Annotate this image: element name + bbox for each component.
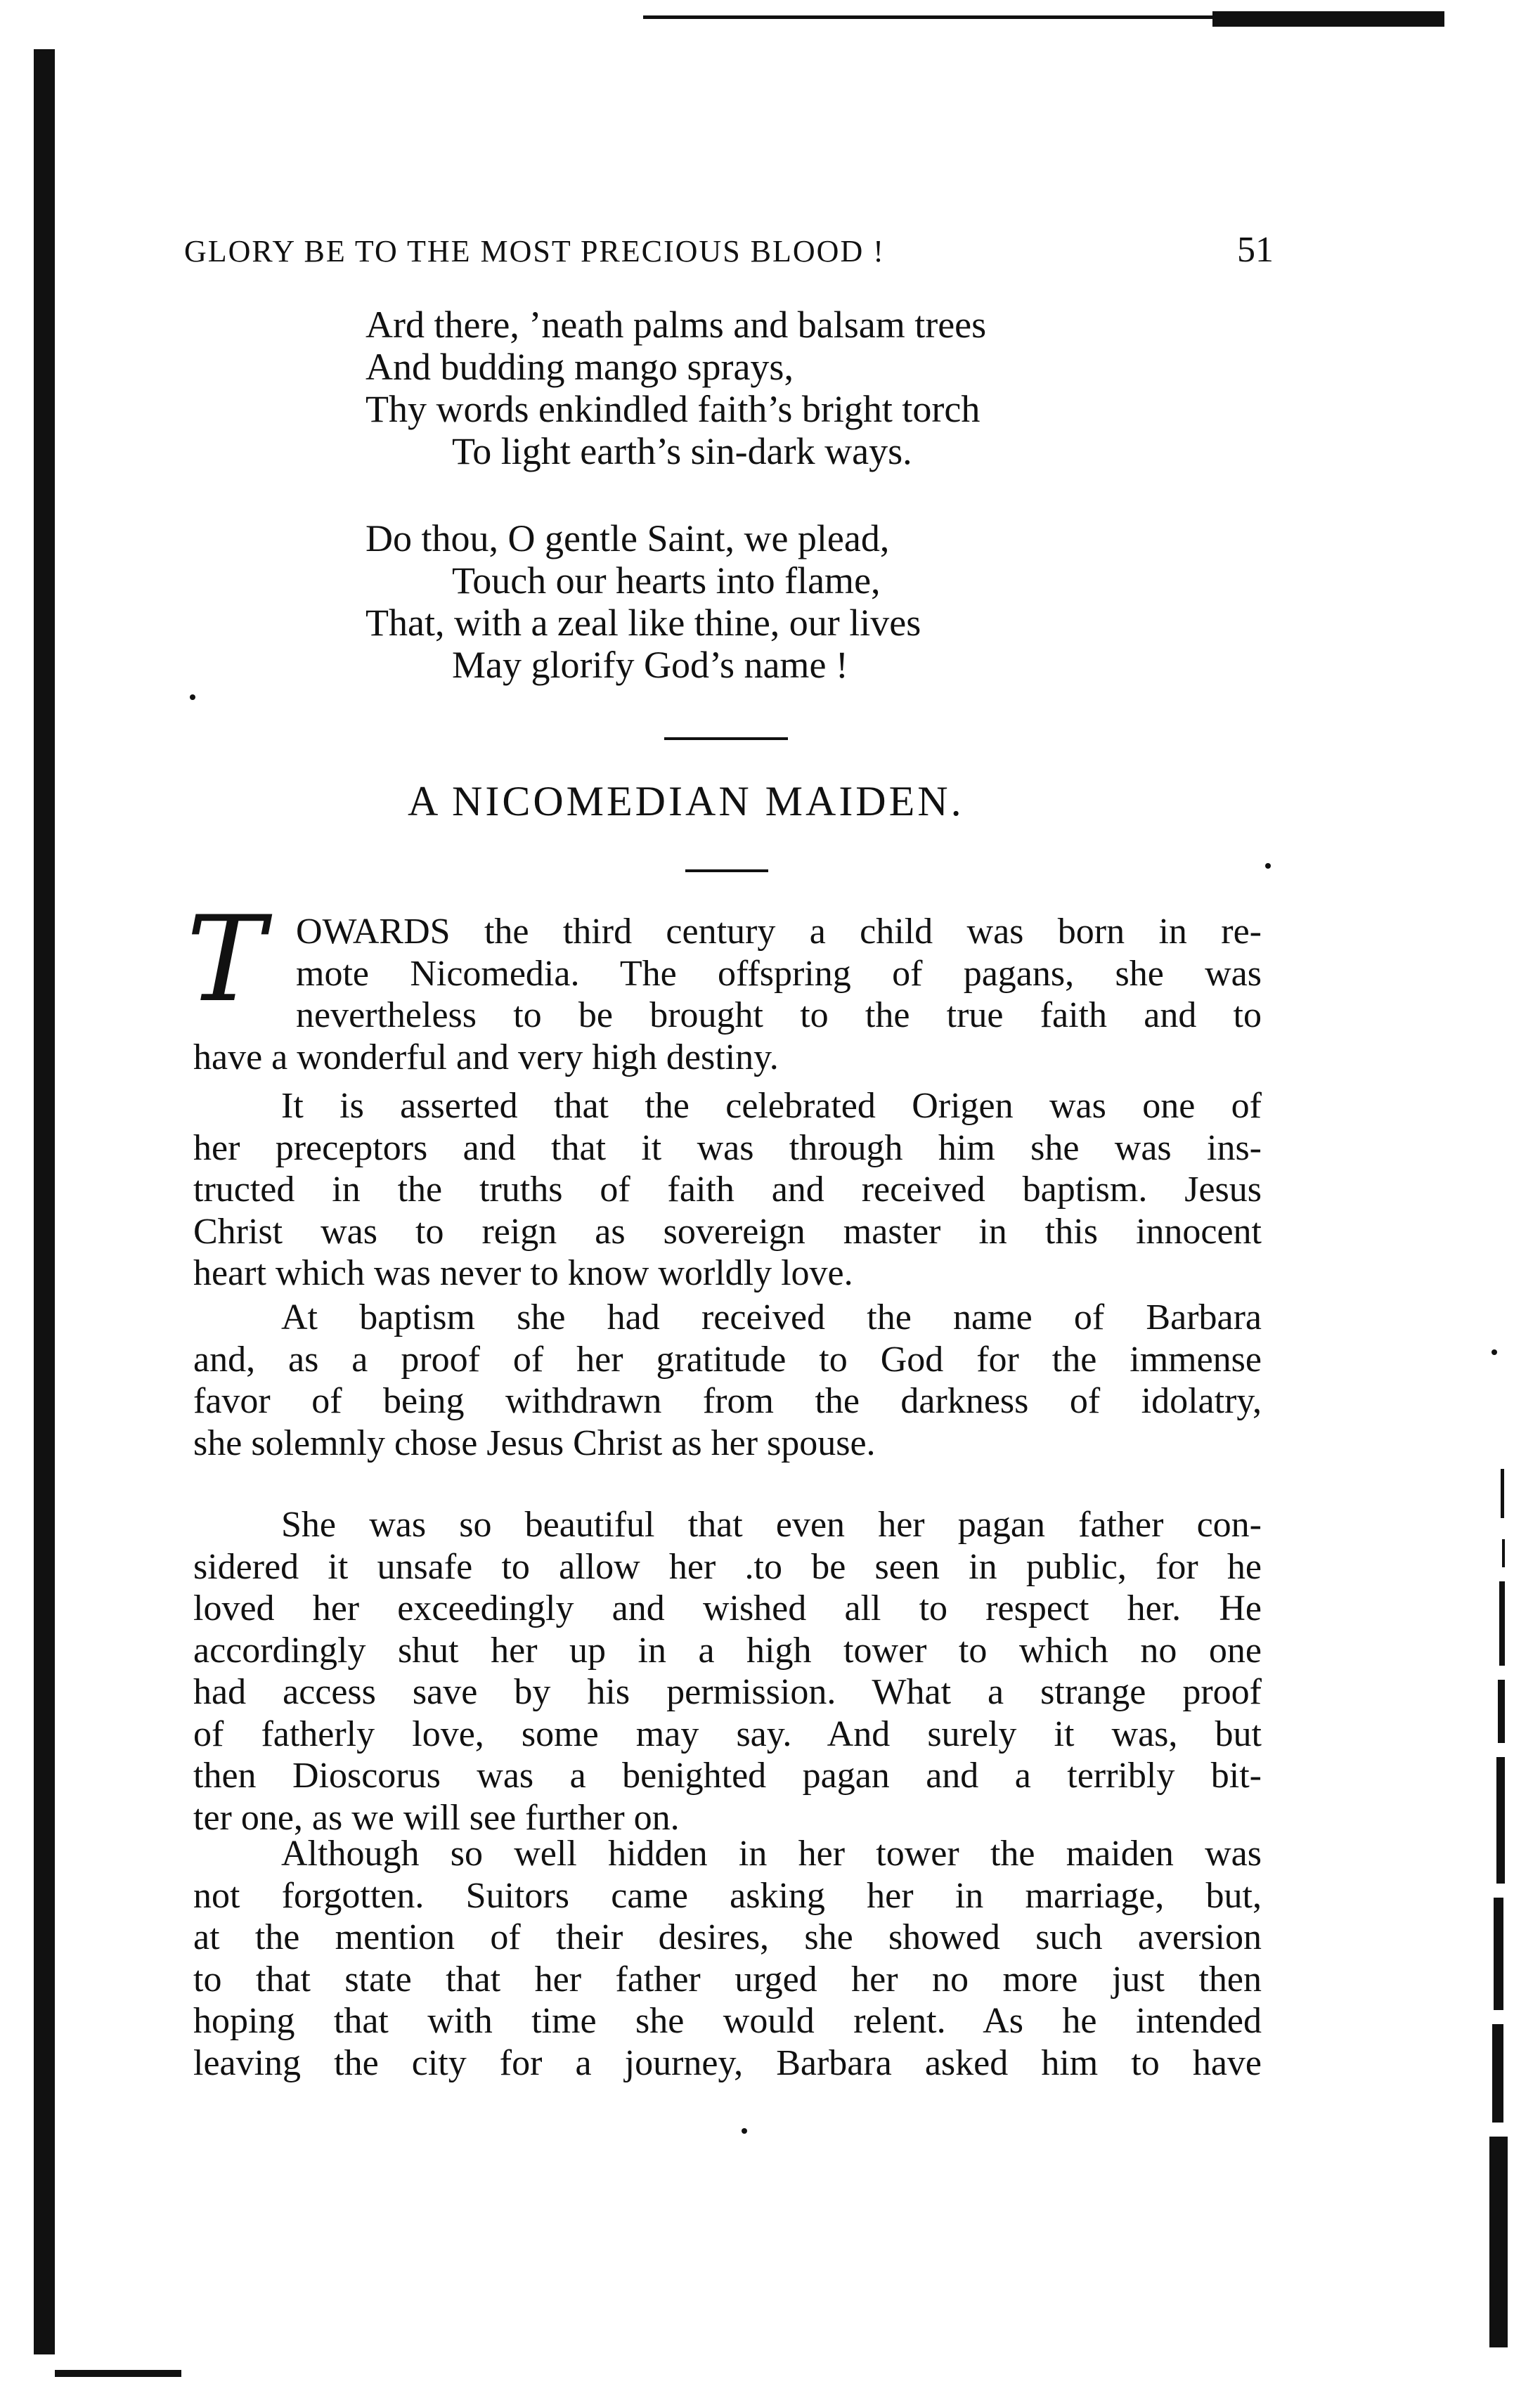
text-line: heart which was never to know worldly love. (193, 1253, 853, 1293)
text-line: favor of being withdrawn from the darkness of idolatry, (193, 1381, 1262, 1421)
scan-border-left (34, 49, 55, 2354)
section-title: A NICOMEDIAN MAIDEN. (408, 778, 964, 824)
text-line: Christ was to reign as sovereign master in this innocent (193, 1211, 1262, 1252)
scan-speck (1265, 863, 1271, 869)
text-line: her preceptors and that it was through him she was ins- (193, 1127, 1262, 1168)
text-line: mote Nicomedia. The offspring of pagans, she was (296, 953, 1262, 994)
paragraph-3 (193, 1297, 1262, 1464)
text-line: of fatherly love, some may say. And surely it was, but (193, 1713, 1262, 1754)
section-divider-top (664, 737, 788, 740)
text-line: tructed in the truths of faith and received baptism. Jesus (193, 1169, 1262, 1210)
text-line: and, as a proof of her gratitude to God for the immense (193, 1339, 1262, 1380)
poem-line: Do thou, O gentle Saint, we plead, (365, 517, 890, 559)
section-divider-bottom (685, 869, 768, 872)
poem-line: And budding mango sprays, (365, 346, 794, 388)
text-line: to that state that her father urged her no more just then (193, 1959, 1262, 2000)
poem-stanza-2 (365, 517, 1279, 686)
text-line: at the mention of their desires, she showed such aversion (193, 1917, 1262, 1957)
poem-stanza-1 (365, 304, 1279, 472)
text-line: ter one, as we will see further on. (193, 1797, 680, 1838)
drop-cap: T (186, 890, 266, 1028)
scan-noise-right-margin (1480, 1469, 1522, 2354)
poem-line: May glorify God’s name ! (452, 644, 848, 686)
text-line: It is asserted that the celebrated Origen was one of (281, 1086, 1262, 1126)
text-line: have a wonderful and very high destiny. (193, 1037, 779, 1077)
running-head (184, 230, 1274, 276)
paragraph-5 (193, 1833, 1262, 2084)
scan-speck (190, 694, 195, 700)
scan-border-top-thick (1212, 11, 1444, 27)
text-line: she solemnly chose Jesus Christ as her spouse. (193, 1423, 876, 1463)
poem-line: Thy words enkindled faith’s bright torch (365, 388, 981, 430)
text-line: sidered it unsafe to allow her .to be seen in public, for he (193, 1546, 1262, 1587)
poem-line: Touch our hearts into flame, (452, 559, 881, 602)
paragraph-4 (193, 1504, 1262, 1839)
text-line: She was so beautiful that even her pagan father con- (281, 1505, 1262, 1545)
poem-line: To light earth’s sin-dark ways. (452, 430, 912, 472)
text-line: At baptism she had received the name of Barbara (281, 1297, 1262, 1337)
scan-speck (742, 2128, 747, 2134)
running-head-title: GLORY BE TO THE MOST PRECIOUS BLOOD ! (184, 234, 885, 268)
poem-line: Ard there, ’neath palms and balsam trees (365, 304, 987, 346)
text-line: OWARDS the third century a child was born in re- (296, 912, 1262, 952)
scan-speck (1492, 1349, 1497, 1355)
scan-border-bottom (55, 2370, 181, 2377)
paragraph-1 (193, 911, 1262, 1078)
text-line: nevertheless to be brought to the true faith and to (296, 995, 1262, 1035)
text-line: then Dioscorus was a benighted pagan and a terribly bit- (193, 1756, 1262, 1796)
text-line: leaving the city for a journey, Barbara asked him to have (193, 2042, 1262, 2083)
page-number: 51 (1237, 230, 1274, 270)
text-line: had access save by his permission. What a strange proof (193, 1672, 1262, 1712)
text-line: not forgotten. Suitors came asking her in marriage, but, (193, 1875, 1262, 1916)
text-line: hoping that with time she would relent. As he intended (193, 2001, 1262, 2041)
scan-border-top (643, 10, 1444, 27)
poem-line: That, with a zeal like thine, our lives (365, 602, 921, 644)
text-line: Although so well hidden in her tower the maiden was (281, 1834, 1262, 1874)
text-line: accordingly shut her up in a high tower to which no one (193, 1630, 1262, 1671)
paragraph-2 (193, 1085, 1262, 1295)
text-line: loved her exceedingly and wished all to respect her. He (193, 1588, 1262, 1628)
